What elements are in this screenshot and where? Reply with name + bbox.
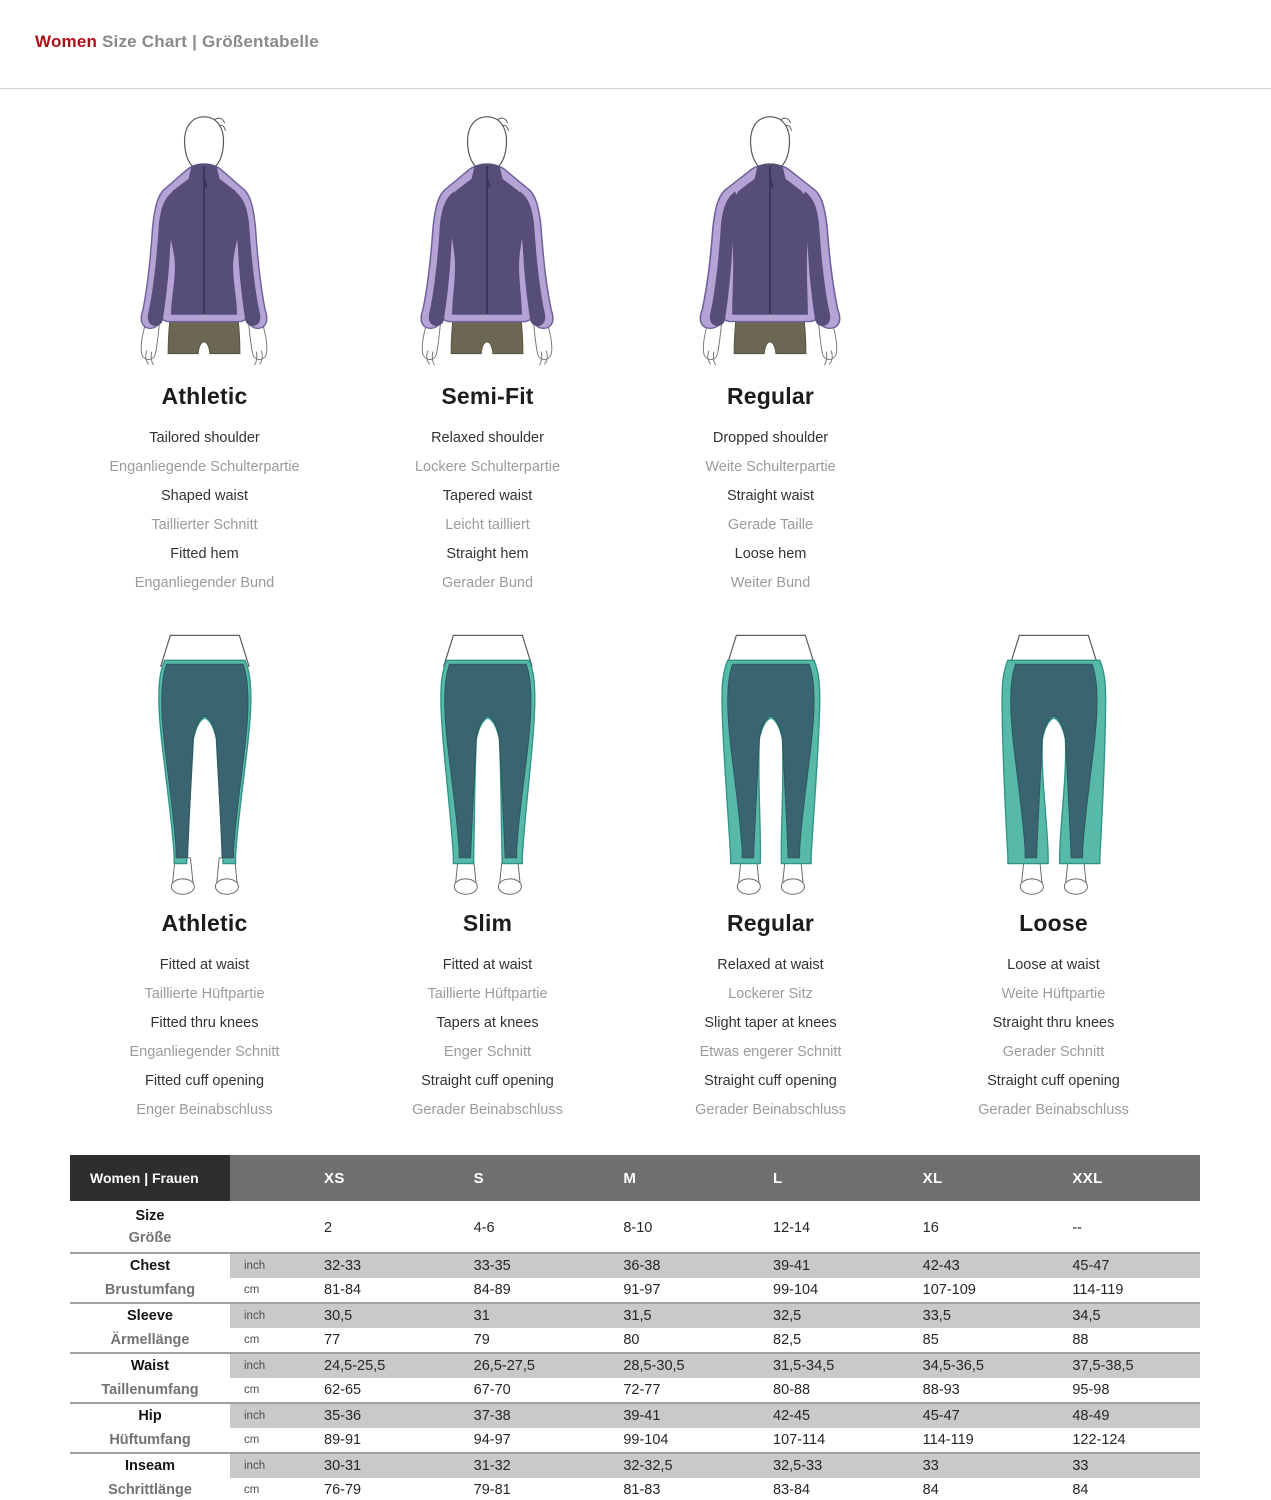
cm-value: 85 xyxy=(922,1332,939,1348)
cm-value: 79 xyxy=(473,1332,490,1348)
size-table xyxy=(70,1155,1200,1500)
inch-value: 31,5-34,5 xyxy=(751,1354,901,1378)
table-row xyxy=(70,1402,1200,1428)
fit-detail-en: Loose at waist xyxy=(1007,957,1100,973)
row-label-en: Size xyxy=(135,1208,165,1225)
fit-detail-en: Relaxed at waist xyxy=(717,957,824,973)
athletic-jacket-figure xyxy=(63,111,346,373)
row-label-de: Größe xyxy=(128,1230,172,1246)
table-row xyxy=(70,1452,1200,1478)
cm-value: 99-104 xyxy=(623,1432,669,1448)
pants-fit-regular xyxy=(629,622,912,1125)
inch-value: 45-47 xyxy=(1050,1254,1200,1278)
fit-title: Semi-Fit xyxy=(441,383,534,409)
athletic-pants-figure xyxy=(63,622,346,900)
table-row xyxy=(70,1252,1200,1278)
cm-value: 91-97 xyxy=(623,1282,661,1298)
fit-detail-en: Dropped shoulder xyxy=(712,430,829,446)
unit-inch: inch xyxy=(230,1254,302,1278)
inch-value: 35-36 xyxy=(302,1404,452,1428)
inch-value: 33 xyxy=(901,1454,1051,1478)
unit-inch: inch xyxy=(230,1454,302,1478)
fit-detail-en: Tapered waist xyxy=(442,488,533,504)
fit-detail-de: Gerader Schnitt xyxy=(1002,1044,1105,1060)
inch-value: 42-45 xyxy=(751,1404,901,1428)
measure-label-de: Schrittlänge xyxy=(108,1482,192,1498)
inch-value: 32,5 xyxy=(751,1304,901,1328)
size-value: 16 xyxy=(922,1220,939,1236)
semifit-jacket-figure xyxy=(346,111,629,373)
table-row xyxy=(70,1278,1200,1302)
fit-detail-en: Slight taper at knees xyxy=(704,1015,837,1031)
cm-value: 67-70 xyxy=(473,1382,511,1398)
inch-value: 26,5-27,5 xyxy=(452,1354,602,1378)
fit-detail-en: Fitted cuff opening xyxy=(144,1073,265,1089)
cm-value: 84 xyxy=(1072,1482,1089,1498)
cm-value: 76-79 xyxy=(324,1482,362,1498)
size-value: 4-6 xyxy=(473,1220,495,1236)
cm-value: 62-65 xyxy=(324,1382,362,1398)
jacket-fits-section xyxy=(0,111,1271,598)
cm-value: 88 xyxy=(1072,1332,1089,1348)
cm-value: 84-89 xyxy=(473,1282,511,1298)
measure-label-de: Brustumfang xyxy=(104,1282,196,1298)
fit-detail-en: Tailored shoulder xyxy=(149,430,260,446)
inch-value: 31,5 xyxy=(601,1304,751,1328)
page-title xyxy=(35,32,1271,52)
fit-detail-de: Gerader Beinabschluss xyxy=(978,1102,1129,1118)
jacket-fit-regular xyxy=(629,111,912,598)
unit-inch: inch xyxy=(230,1304,302,1328)
table-row xyxy=(70,1328,1200,1352)
table-row xyxy=(70,1428,1200,1452)
slim-pants-figure xyxy=(346,622,629,900)
inch-value: 34,5 xyxy=(1050,1304,1200,1328)
unit-cm: cm xyxy=(244,1384,260,1396)
cm-value: 81-83 xyxy=(623,1482,661,1498)
size-value: 2 xyxy=(324,1220,333,1236)
inch-value: 42-43 xyxy=(901,1254,1051,1278)
pants-fit-athletic xyxy=(63,622,346,1125)
cm-value: 114-119 xyxy=(922,1432,974,1448)
measure-label-en: Inseam xyxy=(125,1458,175,1474)
fit-detail-de: Lockerer Sitz xyxy=(728,986,813,1002)
fit-detail-en: Straight cuff opening xyxy=(704,1073,837,1089)
inch-value: 28,5-30,5 xyxy=(601,1354,751,1378)
inch-value: 24,5-25,5 xyxy=(302,1354,452,1378)
size-value: 8-10 xyxy=(623,1220,653,1236)
cm-value: 77 xyxy=(324,1332,341,1348)
cm-value: 79-81 xyxy=(473,1482,511,1498)
fit-title: Regular xyxy=(726,383,815,409)
cm-value: 80 xyxy=(623,1332,640,1348)
measure-label-en: Waist xyxy=(130,1358,170,1374)
regular-jacket-figure xyxy=(629,111,912,373)
size-column-header: L xyxy=(751,1155,901,1201)
loose-pants-figure xyxy=(912,622,1195,900)
inch-value: 45-47 xyxy=(901,1404,1051,1428)
fit-detail-de: Enger Beinabschluss xyxy=(136,1102,273,1118)
fit-detail-en: Straight thru knees xyxy=(992,1015,1115,1031)
fit-detail-en: Tapers at knees xyxy=(436,1015,539,1031)
measure-label-en: Hip xyxy=(138,1408,162,1424)
cm-value: 114-119 xyxy=(1072,1282,1124,1298)
inch-value: 39-41 xyxy=(601,1404,751,1428)
inch-value: 30-31 xyxy=(302,1454,452,1478)
fit-detail-de: Taillierter Schnitt xyxy=(151,517,258,533)
cm-value: 107-109 xyxy=(922,1282,976,1298)
pant-fits-section xyxy=(0,622,1271,1125)
fit-detail-de: Lockere Schulterpartie xyxy=(414,459,561,475)
measure-label-en: Chest xyxy=(129,1258,171,1274)
table-row xyxy=(70,1378,1200,1402)
table-header-filler xyxy=(230,1155,302,1201)
fit-detail-en: Shaped waist xyxy=(160,488,249,504)
fit-detail-de: Taillierte Hüftpartie xyxy=(427,986,548,1002)
regular-pants-figure xyxy=(629,622,912,900)
unit-cm: cm xyxy=(244,1484,260,1496)
inch-value: 32-32,5 xyxy=(601,1454,751,1478)
measure-label-de: Hüftumfang xyxy=(109,1432,191,1448)
inch-value: 32,5-33 xyxy=(751,1454,901,1478)
page-header xyxy=(0,0,1271,89)
cm-value: 89-91 xyxy=(324,1432,362,1448)
page-title-highlight: Women xyxy=(35,32,98,51)
inch-value: 39-41 xyxy=(751,1254,901,1278)
fit-detail-en: Fitted thru knees xyxy=(150,1015,259,1031)
size-column-header: XXL xyxy=(1050,1155,1200,1201)
inch-value: 33-35 xyxy=(452,1254,602,1278)
fit-detail-en: Fitted at waist xyxy=(159,957,250,973)
fit-title: Regular xyxy=(726,910,815,936)
table-corner-label: Women | Frauen xyxy=(70,1155,230,1201)
fit-detail-en: Fitted at waist xyxy=(442,957,533,973)
cm-value: 88-93 xyxy=(922,1382,960,1398)
fit-detail-de: Gerader Bund xyxy=(441,575,534,591)
unit-cm: cm xyxy=(244,1284,260,1296)
size-value: 12-14 xyxy=(773,1220,811,1236)
inch-value: 31-32 xyxy=(452,1454,602,1478)
fit-title: Athletic xyxy=(161,910,248,936)
cm-value: 84 xyxy=(922,1482,939,1498)
table-row xyxy=(70,1155,1200,1201)
unit-inch: inch xyxy=(230,1404,302,1428)
fit-detail-de: Weite Schulterpartie xyxy=(705,459,836,475)
jacket-fit-athletic xyxy=(63,111,346,598)
cm-value: 99-104 xyxy=(773,1282,819,1298)
inch-value: 31 xyxy=(452,1304,602,1328)
fit-detail-en: Relaxed shoulder xyxy=(431,430,544,446)
fit-title: Athletic xyxy=(161,383,248,409)
fit-title: Slim xyxy=(462,910,513,936)
fit-detail-de: Leicht tailliert xyxy=(445,517,530,533)
fit-detail-de: Enganliegender Bund xyxy=(134,575,275,591)
size-value: -- xyxy=(1072,1220,1082,1236)
inch-value: 30,5 xyxy=(302,1304,452,1328)
cm-value: 81-84 xyxy=(324,1282,362,1298)
fit-detail-de: Taillierte Hüftpartie xyxy=(144,986,265,1002)
inch-value: 32-33 xyxy=(302,1254,452,1278)
fit-detail-de: Etwas engerer Schnitt xyxy=(699,1044,842,1060)
size-column-header: XS xyxy=(302,1155,452,1201)
fit-detail-de: Gerader Beinabschluss xyxy=(412,1102,563,1118)
jacket-fit-semifit xyxy=(346,111,629,598)
fit-detail-en: Straight waist xyxy=(726,488,815,504)
fit-detail-de: Weiter Bund xyxy=(730,575,811,591)
inch-value: 33 xyxy=(1050,1454,1200,1478)
fit-detail-en: Straight cuff opening xyxy=(421,1073,554,1089)
fit-detail-de: Enganliegende Schulterpartie xyxy=(109,459,300,475)
size-column-header: M xyxy=(601,1155,751,1201)
cm-value: 94-97 xyxy=(473,1432,511,1448)
fit-detail-de: Gerade Taille xyxy=(727,517,814,533)
fit-detail-de: Gerader Beinabschluss xyxy=(695,1102,846,1118)
inch-value: 37-38 xyxy=(452,1404,602,1428)
inch-value: 34,5-36,5 xyxy=(901,1354,1051,1378)
size-row-label xyxy=(70,1204,230,1252)
table-row xyxy=(70,1352,1200,1378)
page-title-rest: Size Chart | Größentabelle xyxy=(102,32,319,51)
inch-value: 37,5-38,5 xyxy=(1050,1354,1200,1378)
fit-title: Loose xyxy=(1019,910,1088,936)
unit-cell xyxy=(230,1204,302,1252)
fit-detail-en: Loose hem xyxy=(734,546,807,562)
unit-cm: cm xyxy=(244,1434,260,1446)
cm-value: 107-114 xyxy=(773,1432,826,1448)
table-row xyxy=(70,1204,1200,1252)
cm-value: 83-84 xyxy=(773,1482,811,1498)
inch-value: 33,5 xyxy=(901,1304,1051,1328)
unit-inch: inch xyxy=(230,1354,302,1378)
inch-value: 36-38 xyxy=(601,1254,751,1278)
measure-label-en: Sleeve xyxy=(127,1308,173,1324)
unit-cm: cm xyxy=(244,1334,260,1346)
table-row xyxy=(70,1302,1200,1328)
pants-fit-loose xyxy=(912,622,1195,1125)
fit-detail-de: Enger Schnitt xyxy=(443,1044,532,1060)
cm-value: 82,5 xyxy=(773,1332,802,1348)
cm-value: 122-124 xyxy=(1072,1432,1126,1448)
cm-value: 80-88 xyxy=(773,1382,811,1398)
measure-label-de: Taillenumfang xyxy=(101,1382,199,1398)
table-row xyxy=(70,1478,1200,1500)
fit-detail-de: Enganliegender Schnitt xyxy=(129,1044,280,1060)
inch-value: 48-49 xyxy=(1050,1404,1200,1428)
fit-detail-de: Weite Hüftpartie xyxy=(1001,986,1106,1002)
size-column-header: S xyxy=(452,1155,602,1201)
fit-detail-en: Straight cuff opening xyxy=(987,1073,1120,1089)
fit-detail-en: Straight hem xyxy=(446,546,529,562)
measure-label-de: Ärmellänge xyxy=(110,1332,190,1348)
fit-detail-en: Fitted hem xyxy=(170,546,239,562)
cm-value: 95-98 xyxy=(1072,1382,1110,1398)
size-column-header: XL xyxy=(901,1155,1051,1201)
pants-fit-slim xyxy=(346,622,629,1125)
cm-value: 72-77 xyxy=(623,1382,661,1398)
